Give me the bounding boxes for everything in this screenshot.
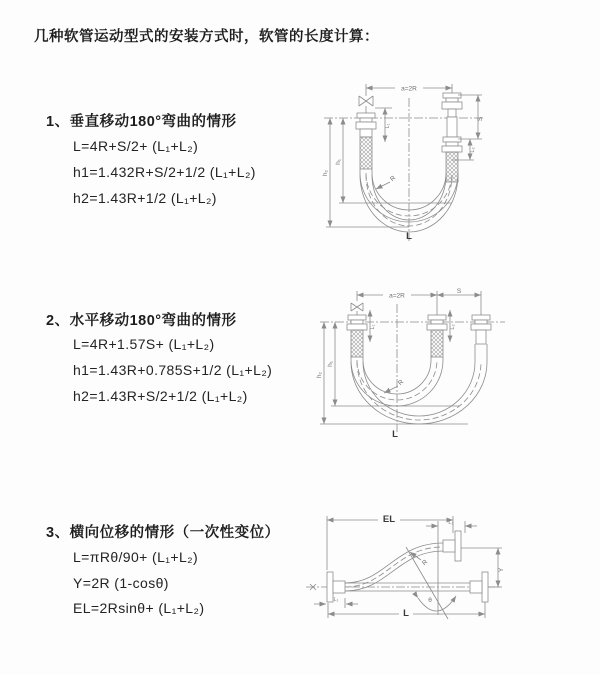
dim-label-span: a=2R <box>401 85 417 93</box>
dim-label-l2: L₂ <box>450 324 456 330</box>
section-1-formula-h2: h2=1.43R+1/2 (L₁+L₂) <box>73 190 217 206</box>
diagram-horizontal-180-bend <box>310 282 515 444</box>
valve-icon <box>351 303 363 315</box>
section-1-heading: 1、垂直移动180°弯曲的情形 <box>46 114 237 130</box>
dim-label-h1: h₁ <box>335 159 342 165</box>
left-fitting <box>356 113 376 137</box>
dim-label-l2: L₂ <box>470 147 476 153</box>
dim-label-length: L <box>403 608 409 619</box>
dim-label-l1: L₁ <box>333 597 339 603</box>
diagram-3-linework <box>306 516 502 619</box>
dim-label-l1: L₁ <box>370 324 376 330</box>
hose-s-curve <box>345 543 443 591</box>
section-3-formula-Y: Y=2R (1-cosθ) <box>73 575 169 591</box>
braided-hose-mid <box>431 330 443 357</box>
braided-hose-left <box>360 137 372 169</box>
section-2-formula-h1: h1=1.43R+0.785S+1/2 (L₁+L₂) <box>73 362 273 378</box>
dim-label-radius: R <box>388 174 398 184</box>
dim-label-s: S <box>477 116 484 122</box>
section-3-formula-L: L=πRθ/90+ (L₁+L₂) <box>73 549 199 565</box>
dim-label-length: L <box>392 429 398 440</box>
dim-label-span: a=2R <box>389 292 405 300</box>
diagram-1-linework <box>324 84 484 241</box>
dim-label-theta: θ <box>428 597 432 604</box>
dim-label-radius: R <box>420 558 430 568</box>
section-3-heading: 3、横向位移的情形（一次性变位） <box>46 525 280 541</box>
dim-label-el: EL <box>382 514 396 525</box>
right-fitting <box>442 93 462 152</box>
dim-label-l2: L₂ <box>448 520 454 526</box>
diagram-vertical-180-bend <box>312 76 507 248</box>
dim-label-length: L <box>406 231 412 242</box>
dim-label-s: S <box>456 288 462 295</box>
diagram-lateral-displacement <box>300 503 512 631</box>
hose-arcs <box>351 344 487 424</box>
valve-icon <box>359 96 373 113</box>
braided-hose-left <box>351 330 363 357</box>
dim-label-h2: h₂ <box>322 169 329 177</box>
section-2-heading: 2、水平移动180°弯曲的情形 <box>46 313 237 329</box>
section-1-formula-h1: h1=1.432R+S/2+1/2 (L₁+L₂) <box>73 164 256 180</box>
braided-hose-right <box>446 152 458 182</box>
section-2-formula-L: L=4R+1.57S+ (L₁+L₂) <box>73 336 215 352</box>
section-1-formula-L: L=4R+S/2+ (L₁+L₂) <box>73 138 199 154</box>
dim-label-radius: R <box>396 378 406 388</box>
dim-label-h2: h₂ <box>316 371 323 379</box>
dim-label-l1: L₁ <box>385 123 391 129</box>
section-3-formula-EL: EL=2Rsinθ+ (L₁+L₂) <box>73 600 205 616</box>
dim-label-h1: h₁ <box>327 361 334 367</box>
fittings <box>347 315 491 344</box>
section-2-formula-h2: h2=1.43R+S/2+1/2 (L₁+L₂) <box>73 388 248 404</box>
diagram-2-linework <box>320 291 505 432</box>
dim-label-y: Y <box>498 567 505 573</box>
page-title: 几种软管运动型式的安装方式时，软管的长度计算： <box>34 29 379 45</box>
